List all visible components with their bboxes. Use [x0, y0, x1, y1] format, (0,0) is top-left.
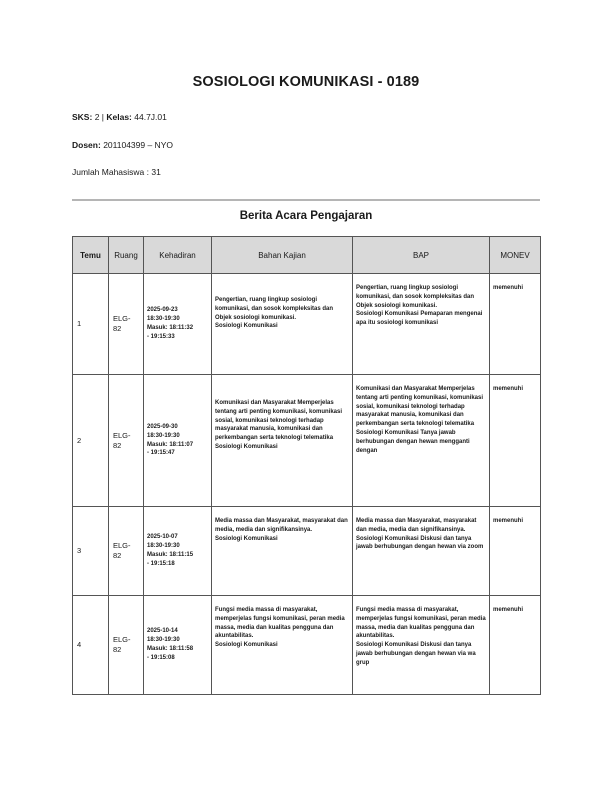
cell-bahan-kajian [212, 375, 353, 507]
ruang-line: 82 [113, 551, 122, 560]
kehadiran-line: 2025-09-23 [147, 307, 178, 314]
ruang-line: ELG- [113, 541, 131, 550]
dosen-label: Dosen: [72, 140, 101, 150]
header-monev: MONEV [490, 237, 541, 274]
jumlah-mahasiswa: Jumlah Mahasiswa : 31 [72, 167, 161, 177]
bap-line: Sosiologi Komunikasi Pemaparan mengenai apa itu sosiologi komunikasi [356, 311, 483, 327]
cell-monev: memenuhi [490, 507, 541, 596]
kehadiran-line: - 19:15:08 [147, 654, 175, 661]
cell-bap [353, 375, 490, 507]
kehadiran-line: 18:30-19:30 [147, 543, 180, 550]
header-kehadiran: Kehadiran [144, 237, 212, 274]
cell-temu: 2 [73, 375, 109, 507]
kehadiran-line: 2025-09-30 [147, 423, 178, 430]
cell-temu: 1 [73, 274, 109, 375]
cell-monev: memenuhi [490, 375, 541, 507]
bap-line: Sosiologi Komunikasi Tanya jawab berhubungan dengan hewan mengganti dengan [356, 429, 470, 454]
bap-line: Fungsi media massa di masyarakat, memperjelas fungsi komunikasi, peran media massa, media dan kualitas pengguna dan akuntabilitas. [356, 607, 486, 640]
bap-line: Sosiologi Komunikasi Diskusi dan tanya jawab berhubungan dengan hewan via wa grup [356, 642, 476, 666]
bap-table [72, 236, 541, 695]
cell-temu: 3 [73, 507, 109, 596]
kelas-value: 44.7J.01 [134, 112, 167, 122]
header-bap: BAP [353, 237, 490, 274]
cell-bap [353, 596, 490, 695]
table-row [73, 596, 541, 695]
cell-ruang [109, 375, 144, 507]
dosen-line [72, 140, 173, 150]
kehadiran-line: 18:30-19:30 [147, 637, 180, 644]
cell-temu: 4 [73, 596, 109, 695]
dosen-value: 201104399 – NYO [103, 140, 173, 150]
kehadiran-line: 2025-10-07 [147, 534, 178, 541]
kehadiran-line: - 19:15:47 [147, 450, 175, 457]
kehadiran-line: - 19:15:18 [147, 560, 175, 567]
ruang-line: ELG- [113, 314, 131, 323]
cell-bahan-kajian [212, 274, 353, 375]
ruang-line: ELG- [113, 430, 131, 440]
cell-kehadiran [144, 596, 212, 695]
kehadiran-line: 2025-10-14 [147, 628, 178, 635]
kehadiran-line: Masuk: 18:11:32 [147, 325, 194, 331]
cell-ruang [109, 507, 144, 596]
header-temu: Temu [73, 237, 109, 274]
bahan-line: Media massa dan Masyarakat, masyarakat dan media, media dan signifikansinya. [215, 518, 348, 533]
bap-line: Sosiologi Komunikasi Diskusi dan tanya jawab berhubungan dengan hewan via zoom [356, 535, 484, 551]
cell-kehadiran [144, 375, 212, 507]
section-title: Berita Acara Pengajaran [239, 210, 373, 222]
bap-line: Pengertian, ruang lingkup sosiologi komunikasi, dan sosok kompleksitas dan Objek sosiologi komunikasi. [356, 285, 475, 309]
cell-ruang [109, 596, 144, 695]
kelas-label: Kelas: [106, 112, 132, 122]
kehadiran-line: Masuk: 18:11:15 [147, 552, 194, 558]
kehadiran-line: Masuk: 18:11:07 [147, 441, 194, 448]
bap-line: Komunikasi dan Masyarakat Memperjelas tentang arti penting komunikasi, komunikasi sosial, komunikasi teknologi terhadap masyarakat manusia, komunikasi dan perkembangan serta teknologi telematika [356, 386, 484, 428]
cell-kehadiran [144, 507, 212, 596]
cell-monev: memenuhi [490, 274, 541, 375]
sks-kelas-line: SKS: 2 | Kelas: 44.7J.01 [72, 112, 167, 122]
bahan-line: Komunikasi dan Masyarakat Memperjelas tentang arti penting komunikasi, komunikasi sosial, komunikasi teknologi terhadap masyarakat manusia, komunikasi dan perkembangan serta teknologi telematika [215, 400, 343, 442]
bap-line: Media massa dan Masyarakat, masyarakat dan media, media dan signifikansinya. [356, 518, 477, 533]
ruang-line: ELG- [113, 635, 131, 644]
header-bahan-kajian: Bahan Kajian [212, 237, 353, 274]
cell-bap [353, 507, 490, 596]
bahan-line: Fungsi media massa di masyarakat, memperjelas fungsi komunikasi, peran media massa, media dan kualitas pengguna dan akuntabilitas. [215, 607, 345, 640]
cell-ruang [109, 274, 144, 375]
bahan-line: Sosiologi Komunikasi [215, 323, 278, 330]
bahan-line: Sosiologi Komunikasi [215, 535, 278, 542]
sks-value: 2 [94, 112, 100, 122]
sks-label: SKS: [72, 112, 93, 122]
kehadiran-line: - 19:15:33 [147, 333, 175, 340]
cell-bahan-kajian [212, 596, 353, 695]
bahan-line: Sosiologi Komunikasi [215, 642, 278, 649]
cell-kehadiran [144, 274, 212, 375]
ruang-line: 82 [113, 645, 122, 654]
bahan-line: Pengertian, ruang lingkup sosiologi komunikasi, dan sosok kompleksitas dan Objek sosiologi komunikasi. [215, 297, 334, 321]
ruang-line: 82 [113, 324, 122, 333]
table-row [73, 274, 541, 375]
ruang-line: 82 [113, 440, 122, 450]
divider [72, 199, 540, 201]
course-title: SOSIOLOGI KOMUNIKASI - 0189 [192, 74, 420, 90]
kehadiran-line: 18:30-19:30 [147, 316, 180, 323]
table-header-row [73, 237, 541, 274]
bahan-line: Sosiologi Komunikasi [215, 443, 278, 450]
kehadiran-line: 18:30-19:30 [147, 432, 180, 439]
cell-bap [353, 274, 490, 375]
cell-monev: memenuhi [490, 596, 541, 695]
kehadiran-line: Masuk: 18:11:58 [147, 646, 194, 652]
cell-bahan-kajian [212, 507, 353, 596]
table-row [73, 375, 541, 507]
table-row [73, 507, 541, 596]
header-ruang: Ruang [109, 237, 144, 274]
